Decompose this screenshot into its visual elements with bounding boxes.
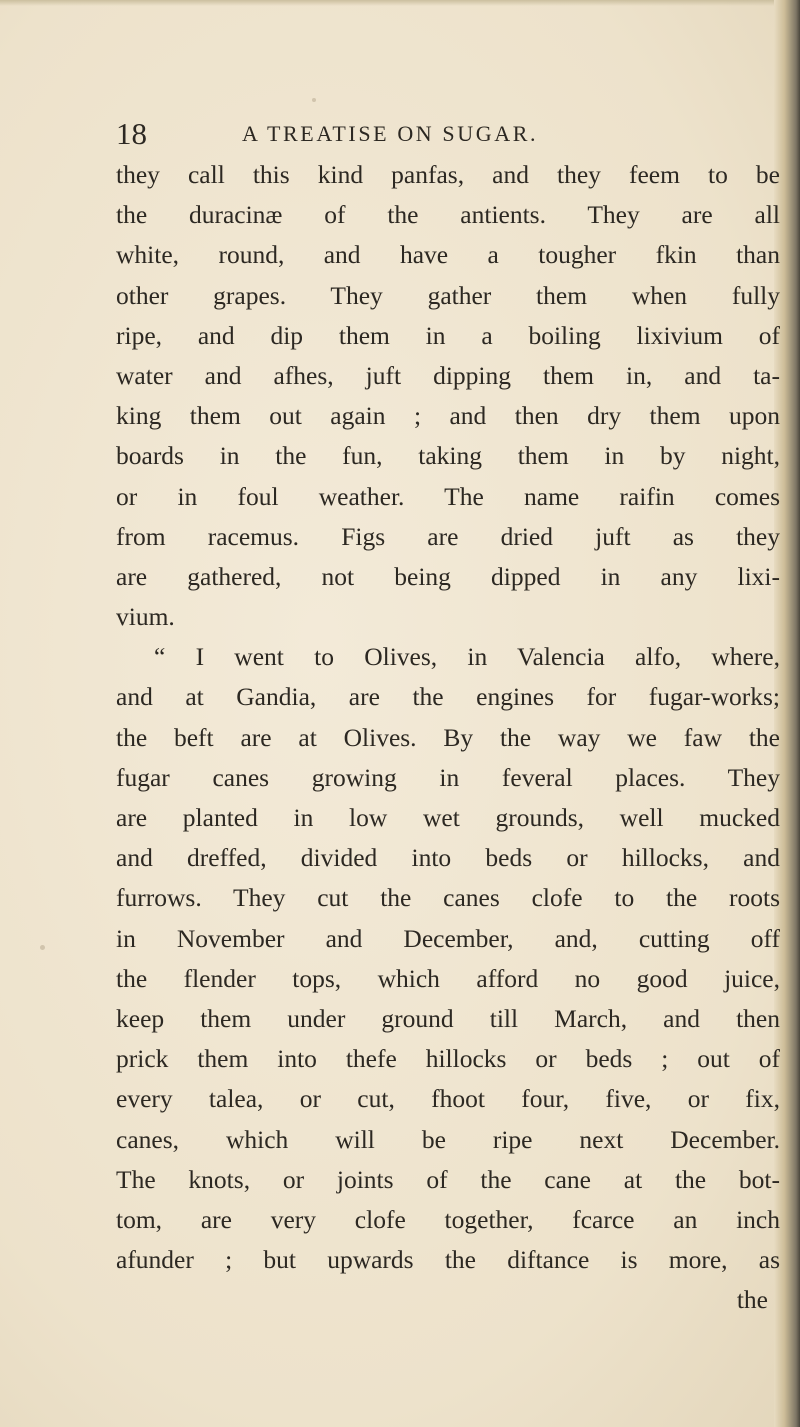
text-line: water and afhes, juft dipping them in, and ta- — [116, 360, 780, 390]
text-line: they call this kind panfas, and they feem to be — [116, 160, 780, 189]
text-line: in November and December, and, cutting off — [116, 923, 780, 953]
page-top-edge — [0, 0, 800, 6]
body-text — [116, 155, 780, 1320]
paper-speck — [312, 98, 316, 102]
text-line: ripe, and dip them in a boiling lixivium of — [116, 320, 780, 350]
text-line: from racemus. Figs are dried juft as they — [116, 521, 780, 551]
text-line: prick them into thefe hillocks or beds ; out of — [116, 1044, 780, 1074]
text-line: boards in the fun, taking them in by night, — [116, 441, 780, 471]
text-line: the beft are at Olives. By the way we faw the — [116, 722, 780, 752]
page-number: 18 — [116, 116, 147, 151]
paper-speck — [40, 945, 45, 950]
text-line: fugar canes growing in feveral places. They — [116, 762, 780, 792]
text-line: afunder ; but upwards the diftance is more, as — [116, 1245, 780, 1275]
text-line: keep them under ground till March, and then — [116, 1003, 780, 1033]
text-line: the duracinæ of the antients. They are all — [116, 200, 780, 230]
page-header — [116, 114, 756, 154]
text-line: and dreffed, divided into beds or hillocks, and — [116, 843, 780, 873]
text-line: the flender tops, which afford no good juice, — [116, 963, 780, 993]
text-line: The knots, or joints of the cane at the bot- — [116, 1164, 780, 1194]
running-head: A TREATISE ON SUGAR. — [242, 121, 539, 146]
text-line: king them out again ; and then dry them upon — [116, 401, 780, 431]
text-line: vium. — [116, 602, 175, 632]
text-line: or in foul weather. The name raifin comes — [116, 481, 780, 511]
text-line: white, round, and have a tougher fkin than — [116, 240, 780, 270]
text-line: “ I went to Olives, in Valencia alfo, where, — [154, 642, 780, 672]
text-line: are gathered, not being dipped in any lixi- — [116, 561, 780, 591]
text-line: every talea, or cut, fhoot four, five, or fix, — [116, 1084, 780, 1114]
text-line: and at Gandia, are the engines for fugar-works; — [116, 682, 780, 712]
text-line: tom, are very clofe together, fcarce an inch — [116, 1204, 780, 1234]
text-line: furrows. They cut the canes clofe to the roots — [116, 883, 780, 913]
catchword: the — [736, 1285, 768, 1315]
text-line: other grapes. They gather them when fully — [116, 280, 780, 310]
text-line: canes, which will be ripe next December. — [116, 1124, 780, 1154]
text-line: are planted in low wet grounds, well mucked — [116, 803, 780, 832]
